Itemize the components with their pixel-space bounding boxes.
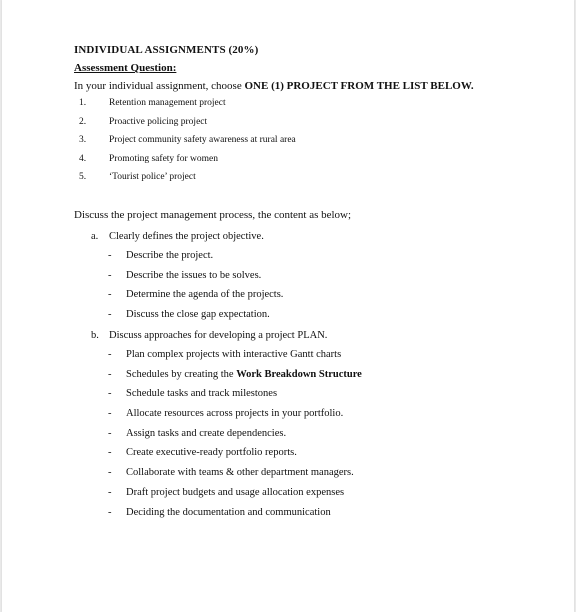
assignment-heading: INDIVIDUAL ASSIGNMENTS (20%): [74, 44, 259, 56]
intro-paragraph: [74, 80, 474, 92]
discuss-paragraph: Discuss the project management process, the content as below;: [74, 209, 352, 221]
bullet-dash: -: [108, 427, 112, 439]
list-item-text: Collaborate with teams & other department managers.: [126, 467, 354, 479]
section-a-title: [91, 231, 264, 242]
list-item-text: Assign tasks and create dependencies.: [126, 427, 287, 439]
list-item-text: Schedule tasks and track milestones: [126, 388, 278, 400]
project-text: ‘Tourist police’ project: [109, 172, 196, 182]
bullet-dash: -: [108, 447, 112, 459]
list-item-text: Allocate resources across projects in your portfolio.: [126, 408, 344, 420]
bullet-dash: -: [108, 289, 112, 301]
project-number: 2.: [79, 116, 87, 127]
bullet-dash: -: [108, 486, 112, 498]
section-b-letter: b.: [91, 330, 99, 341]
project-number: 3.: [79, 135, 87, 145]
bullet-dash: -: [108, 250, 112, 261]
document-page: [2, 0, 574, 612]
project-number: 5.: [79, 172, 87, 182]
list-item-text: Create executive-ready portfolio reports.: [126, 447, 297, 459]
project-number: 4.: [79, 153, 87, 164]
project-number: 1.: [79, 98, 87, 108]
intro-emphasis: ONE (1) PROJECT FROM THE LIST BELOW.: [244, 80, 474, 92]
bullet-dash: -: [108, 269, 112, 281]
bullet-dash: -: [108, 467, 112, 479]
list-item-text: Discuss the close gap expectation.: [126, 309, 270, 321]
list-item-text: Plan complex projects with interactive Gantt charts: [126, 349, 342, 360]
project-text: Project community safety awareness at rural area: [109, 135, 296, 145]
section-a-letter: a.: [91, 231, 99, 242]
bullet-dash: -: [108, 388, 112, 400]
bullet-dash: -: [108, 309, 112, 321]
intro-text: In your individual assignment, choose: [74, 80, 245, 92]
list-item-text: Describe the project.: [126, 250, 214, 261]
list-item-text: Draft project budgets and usage allocation expenses: [126, 486, 345, 498]
project-text: Promoting safety for women: [109, 153, 218, 164]
wbs-emphasis: Work Breakdown Structure: [236, 368, 362, 380]
section-b-text: Discuss approaches for developing a project PLAN.: [109, 330, 328, 341]
section-b-title: [91, 330, 327, 341]
list-item-text: Deciding the documentation and communication: [126, 506, 331, 518]
section-a-text: Clearly defines the project objective.: [109, 231, 264, 242]
bullet-dash: -: [108, 408, 112, 420]
bullet-dash: -: [108, 506, 112, 518]
project-text: Retention management project: [109, 98, 226, 108]
list-item-text: Describe the issues to be solves.: [126, 269, 262, 281]
list-item-text: Determine the agenda of the projects.: [126, 289, 284, 301]
project-text: Proactive policing project: [109, 116, 208, 127]
bullet-dash: -: [108, 368, 112, 380]
list-item-text: Schedules by creating the Work Breakdown Structure: [126, 368, 362, 380]
assessment-question-heading: Assessment Question:: [74, 62, 177, 74]
bullet-dash: -: [108, 349, 112, 360]
